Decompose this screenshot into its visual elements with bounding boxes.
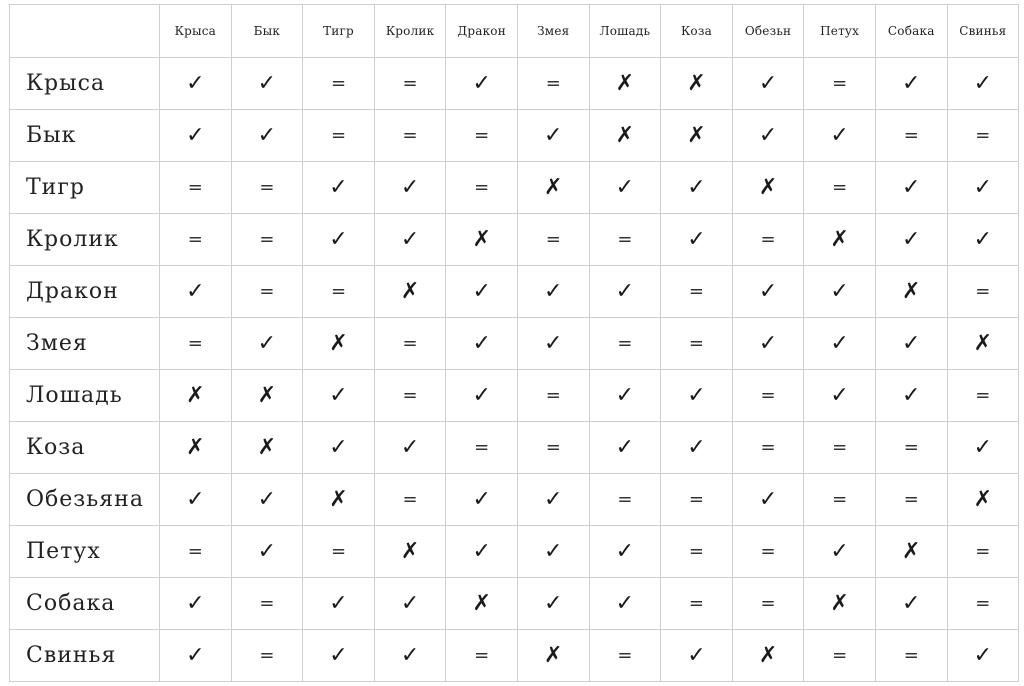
compat-cell: ✓ xyxy=(231,474,303,526)
compat-cell: ✓ xyxy=(661,422,733,474)
compat-cell: ✓ xyxy=(732,110,804,162)
compat-cell: = xyxy=(446,110,518,162)
compat-cell: ✓ xyxy=(160,630,232,682)
compat-cell: = xyxy=(732,214,804,266)
row-header: Лошадь xyxy=(10,370,160,422)
compat-cell: = xyxy=(875,110,947,162)
compat-cell: ✓ xyxy=(804,526,876,578)
row-header: Свинья xyxy=(10,630,160,682)
compatibility-table xyxy=(9,4,1019,682)
compat-cell: ✗ xyxy=(661,58,733,110)
compat-cell: ✗ xyxy=(231,422,303,474)
compat-cell: = xyxy=(374,318,446,370)
compat-cell: = xyxy=(947,370,1019,422)
table-row xyxy=(10,474,1019,526)
table-row xyxy=(10,526,1019,578)
compat-cell: ✗ xyxy=(374,266,446,318)
compat-cell: = xyxy=(804,474,876,526)
compat-cell: = xyxy=(517,58,589,110)
compat-cell: = xyxy=(875,630,947,682)
compat-cell: ✗ xyxy=(160,422,232,474)
compat-cell: = xyxy=(661,266,733,318)
compat-cell: ✓ xyxy=(303,578,375,630)
compat-cell: = xyxy=(160,318,232,370)
compat-cell: ✓ xyxy=(517,110,589,162)
compat-cell: = xyxy=(446,422,518,474)
compat-cell: ✓ xyxy=(875,162,947,214)
column-header: Дракон xyxy=(446,5,518,58)
compat-cell: ✓ xyxy=(517,578,589,630)
column-header: Свинья xyxy=(947,5,1019,58)
compat-cell: = xyxy=(732,370,804,422)
compat-cell: ✓ xyxy=(661,162,733,214)
compat-cell: ✗ xyxy=(446,214,518,266)
compat-cell: ✓ xyxy=(303,630,375,682)
column-header: Лошадь xyxy=(589,5,661,58)
compat-cell: ✓ xyxy=(732,474,804,526)
row-header: Кролик xyxy=(10,214,160,266)
compat-cell: ✓ xyxy=(732,318,804,370)
compat-cell: ✓ xyxy=(231,318,303,370)
table-header xyxy=(10,5,1019,58)
compat-cell: ✓ xyxy=(374,214,446,266)
row-header: Тигр xyxy=(10,162,160,214)
compat-cell: ✓ xyxy=(875,370,947,422)
compat-cell: = xyxy=(374,370,446,422)
row-header: Обезьяна xyxy=(10,474,160,526)
compat-cell: ✗ xyxy=(661,110,733,162)
table-row xyxy=(10,370,1019,422)
compat-cell: ✓ xyxy=(947,422,1019,474)
compat-cell: ✓ xyxy=(804,110,876,162)
compat-cell: ✓ xyxy=(160,266,232,318)
compat-cell: = xyxy=(732,578,804,630)
compat-cell: ✓ xyxy=(517,526,589,578)
compat-cell: = xyxy=(374,474,446,526)
column-header: Петух xyxy=(804,5,876,58)
compat-cell: ✗ xyxy=(374,526,446,578)
compat-cell: = xyxy=(231,266,303,318)
compat-cell: ✗ xyxy=(875,266,947,318)
compat-cell: = xyxy=(303,110,375,162)
compat-cell: ✓ xyxy=(231,110,303,162)
table-row xyxy=(10,422,1019,474)
table-row xyxy=(10,58,1019,110)
table-row xyxy=(10,318,1019,370)
compat-cell: = xyxy=(661,526,733,578)
compat-cell: ✓ xyxy=(732,58,804,110)
compat-cell: = xyxy=(804,58,876,110)
compat-cell: ✓ xyxy=(947,214,1019,266)
compat-cell: ✗ xyxy=(517,630,589,682)
table-row xyxy=(10,214,1019,266)
compat-cell: = xyxy=(374,58,446,110)
column-header: Собака xyxy=(875,5,947,58)
compat-cell: ✗ xyxy=(947,474,1019,526)
header-row xyxy=(10,5,1019,58)
compat-cell: ✓ xyxy=(446,318,518,370)
compat-cell: = xyxy=(517,214,589,266)
compat-cell: ✓ xyxy=(160,578,232,630)
table-row xyxy=(10,162,1019,214)
compat-cell: ✓ xyxy=(589,266,661,318)
compat-cell: ✓ xyxy=(517,318,589,370)
compat-cell: ✓ xyxy=(947,162,1019,214)
row-header: Змея xyxy=(10,318,160,370)
compat-cell: ✓ xyxy=(589,578,661,630)
compat-cell: ✗ xyxy=(804,578,876,630)
compat-cell: ✓ xyxy=(446,370,518,422)
compat-cell: ✓ xyxy=(589,370,661,422)
compat-cell: = xyxy=(374,110,446,162)
compat-cell: = xyxy=(517,370,589,422)
compat-cell: ✓ xyxy=(589,422,661,474)
compat-cell: ✓ xyxy=(374,578,446,630)
compat-cell: ✗ xyxy=(303,318,375,370)
row-header: Бык xyxy=(10,110,160,162)
table-row xyxy=(10,110,1019,162)
compat-cell: ✗ xyxy=(589,58,661,110)
compat-cell: = xyxy=(303,266,375,318)
compat-cell: ✓ xyxy=(231,526,303,578)
compat-cell: ✗ xyxy=(589,110,661,162)
compat-cell: = xyxy=(732,526,804,578)
compat-cell: = xyxy=(804,162,876,214)
compat-cell: ✗ xyxy=(732,162,804,214)
compat-cell: ✗ xyxy=(446,578,518,630)
compat-cell: ✗ xyxy=(303,474,375,526)
column-header: Змея xyxy=(517,5,589,58)
compat-cell: ✓ xyxy=(160,110,232,162)
compat-cell: ✓ xyxy=(732,266,804,318)
column-header: Коза xyxy=(661,5,733,58)
compat-cell: ✓ xyxy=(446,526,518,578)
row-header: Петух xyxy=(10,526,160,578)
compat-cell: ✓ xyxy=(303,370,375,422)
compat-cell: ✓ xyxy=(446,58,518,110)
compat-cell: ✗ xyxy=(804,214,876,266)
compat-cell: = xyxy=(947,266,1019,318)
table-row xyxy=(10,630,1019,682)
compat-cell: = xyxy=(160,162,232,214)
compat-cell: = xyxy=(231,630,303,682)
compat-cell: ✗ xyxy=(947,318,1019,370)
compat-cell: ✗ xyxy=(160,370,232,422)
compat-cell: ✓ xyxy=(875,578,947,630)
compat-cell: ✓ xyxy=(947,58,1019,110)
row-header: Дракон xyxy=(10,266,160,318)
compat-cell: ✓ xyxy=(303,162,375,214)
compat-cell: ✓ xyxy=(804,318,876,370)
compat-cell: = xyxy=(589,318,661,370)
compat-cell: ✓ xyxy=(947,630,1019,682)
compat-cell: ✓ xyxy=(374,630,446,682)
compat-cell: ✓ xyxy=(446,474,518,526)
column-header: Кролик xyxy=(374,5,446,58)
compat-cell: ✗ xyxy=(875,526,947,578)
compat-cell: ✗ xyxy=(517,162,589,214)
compat-cell: = xyxy=(661,578,733,630)
compat-cell: ✓ xyxy=(804,266,876,318)
compat-cell: = xyxy=(446,630,518,682)
compat-cell: ✓ xyxy=(589,526,661,578)
compat-cell: ✓ xyxy=(661,630,733,682)
compat-cell: ✓ xyxy=(661,370,733,422)
corner-cell xyxy=(10,5,160,58)
compat-cell: = xyxy=(160,526,232,578)
compat-cell: = xyxy=(589,630,661,682)
compat-cell: ✓ xyxy=(374,162,446,214)
compat-cell: ✓ xyxy=(374,422,446,474)
row-header: Собака xyxy=(10,578,160,630)
compat-cell: = xyxy=(661,474,733,526)
compat-cell: = xyxy=(303,526,375,578)
compat-cell: ✓ xyxy=(661,214,733,266)
column-header: Обезьн xyxy=(732,5,804,58)
row-header: Крыса xyxy=(10,58,160,110)
compat-cell: ✓ xyxy=(303,422,375,474)
compat-cell: = xyxy=(589,214,661,266)
column-header: Бык xyxy=(231,5,303,58)
compat-cell: ✓ xyxy=(231,58,303,110)
compat-cell: = xyxy=(875,422,947,474)
compat-cell: = xyxy=(804,422,876,474)
compat-cell: = xyxy=(804,630,876,682)
row-header: Коза xyxy=(10,422,160,474)
compat-cell: ✓ xyxy=(160,474,232,526)
compat-cell: = xyxy=(947,578,1019,630)
compat-cell: = xyxy=(231,578,303,630)
table-row xyxy=(10,578,1019,630)
table-row xyxy=(10,266,1019,318)
column-header: Тигр xyxy=(303,5,375,58)
compat-cell: ✓ xyxy=(875,58,947,110)
compat-cell: ✓ xyxy=(160,58,232,110)
compat-cell: = xyxy=(661,318,733,370)
compat-cell: = xyxy=(589,474,661,526)
compat-cell: = xyxy=(231,162,303,214)
compat-cell: = xyxy=(303,58,375,110)
compat-cell: = xyxy=(231,214,303,266)
compat-cell: ✓ xyxy=(517,474,589,526)
compat-cell: = xyxy=(446,162,518,214)
compat-cell: ✓ xyxy=(804,370,876,422)
compat-cell: ✓ xyxy=(446,266,518,318)
compat-cell: ✓ xyxy=(303,214,375,266)
compat-cell: ✓ xyxy=(589,162,661,214)
compat-cell: = xyxy=(947,526,1019,578)
compat-cell: ✓ xyxy=(517,266,589,318)
compat-cell: = xyxy=(947,110,1019,162)
column-header: Крыса xyxy=(160,5,232,58)
compat-cell: ✗ xyxy=(732,630,804,682)
compat-cell: = xyxy=(517,422,589,474)
table-body xyxy=(10,58,1019,682)
compat-cell: = xyxy=(160,214,232,266)
compat-cell: ✗ xyxy=(231,370,303,422)
compat-cell: = xyxy=(732,422,804,474)
compat-cell: ✓ xyxy=(875,318,947,370)
compat-cell: = xyxy=(875,474,947,526)
compat-cell: ✓ xyxy=(875,214,947,266)
